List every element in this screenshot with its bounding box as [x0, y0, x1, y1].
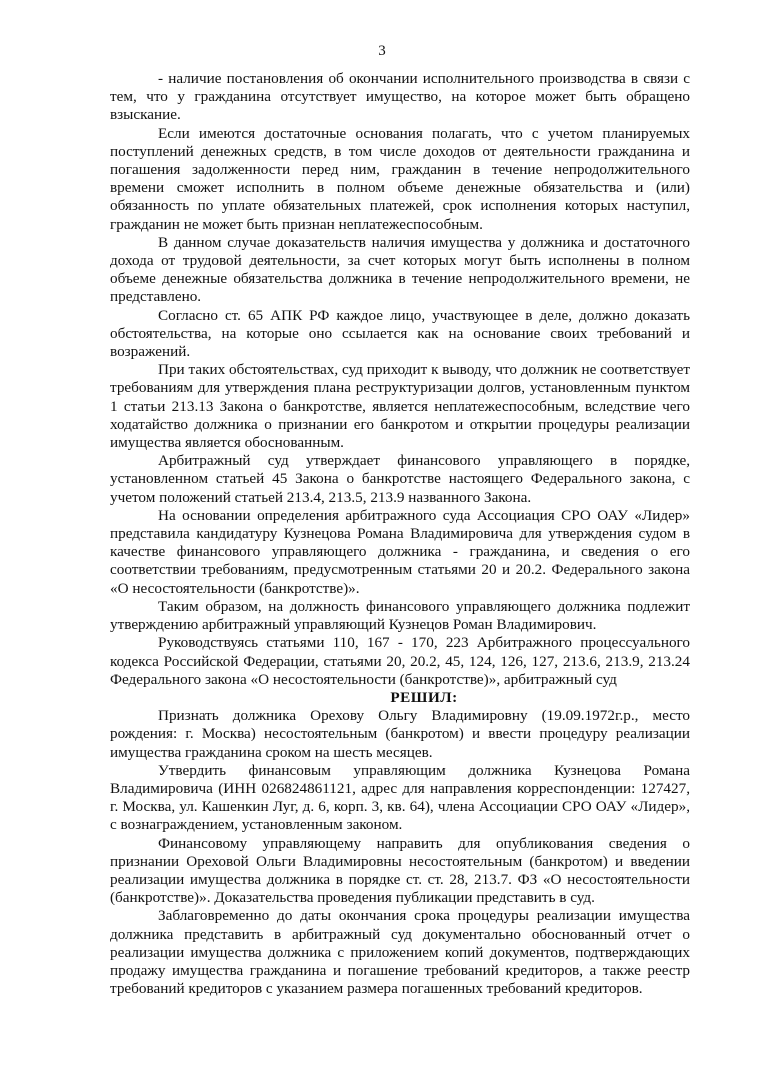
- paragraph: При таких обстоятельствах, суд приходит к выводу, что должник не соответствует требованиям для утверждения плана реструктуризации долгов, установленным пунктом 1 статьи 213.13 Закона о банкротстве, является неплатежеспособным, вследствие чего ходатайство должника о признании его банкротом и открытии процедуры реализации имущества является обоснованным.: [110, 361, 690, 452]
- paragraph: На основании определения арбитражного суда Ассоциация СРО ОАУ «Лидер» представила кандидатуру Кузнецова Романа Владимировича для утверждения судом в качестве финансового управляющего должника - гражданина, и сведения о его соответствии требованиям, предусмотренным статьями 20 и 20.2. Федерального закона «О несостоятельности (банкротстве)».: [110, 506, 690, 597]
- paragraph: Утвердить финансовым управляющим должника Кузнецова Романа Владимировича (ИНН 026824861121, адрес для направления корреспонденции: 127427, г. Москва, ул. Кашенкин Луг, д. 6, корп. 3, кв. 64), члена Ассоциации СРО ОАУ «Лидер», с вознаграждением, установленным законом.: [110, 761, 690, 834]
- page-number: 3: [378, 43, 386, 59]
- paragraph: - наличие постановления об окончании исполнительного производства в связи с тем, что у гражданина отсутствует имущество, на которое может быть обращено взыскание.: [110, 70, 690, 124]
- paragraph: Признать должника Орехову Ольгу Владимировну (19.09.1972г.р., место рождения: г. Москва) несостоятельным (банкротом) и ввести процедуру реализации имущества гражданина сроком на шесть месяцев.: [110, 707, 690, 761]
- paragraph: Заблаговременно до даты окончания срока процедуры реализации имущества должника представить в арбитражный суд документально обоснованный отчет о реализации имущества должника с приложением копий документов, подтверждающих продажу имущества гражданина и погашение требований кредиторов, а также реестр требований кредиторов с указанием размера погашенных требований кредиторов.: [110, 907, 690, 998]
- decision-heading: РЕШИЛ:: [390, 688, 458, 706]
- paragraph: Таким образом, на должность финансового управляющего должника подлежит утверждению арбитражный управляющий Кузнецов Роман Владимирович.: [110, 597, 690, 634]
- paragraph: Если имеются достаточные основания полагать, что с учетом планируемых поступлений денежных средств, в том числе доходов от деятельности гражданина и погашения задолженности перед ним, гражданин в течение непродолжительного времени сможет исполнить в полном объеме денежные обязательства и (или) обязанность по уплате обязательных платежей, срок исполнения которых наступил, гражданин не может быть признан неплатежеспособным.: [110, 124, 690, 233]
- paragraph: Руководствуясь статьями 110, 167 - 170, 223 Арбитражного процессуального кодекса Российской Федерации, статьями 20, 20.2, 45, 124, 126, 127, 213.6, 213.9, 213.24 Федерального закона «О несостоятельности (банкротстве)», арбитражный суд: [110, 634, 690, 688]
- paragraph: В данном случае доказательств наличия имущества у должника и достаточного дохода от трудовой деятельности, за счет которых могут быть исполнены в полном объеме денежные обязательства должника в течение непродолжительного времени, не представлено.: [110, 233, 690, 306]
- paragraph: Согласно ст. 65 АПК РФ каждое лицо, участвующее в деле, должно доказать обстоятельства, на которые оно ссылается как на основание своих требований и возражений.: [110, 306, 690, 361]
- document-body: [110, 70, 690, 998]
- paragraph: Арбитражный суд утверждает финансового управляющего в порядке, установленном статьей 45 Закона о банкротстве настоящего Федерального закона, с учетом положений статьей 213.4, 213.5, 213.9 названного Закона.: [110, 452, 690, 506]
- paragraph: Финансовому управляющему направить для опубликования сведения о признании Ореховой Ольги Владимировны несостоятельным (банкротом) и введении реализации имущества должника в порядке ст. ст. 28, 213.7. ФЗ «О несостоятельности (банкротстве)». Доказательства проведения публикации представить в суд.: [110, 834, 690, 907]
